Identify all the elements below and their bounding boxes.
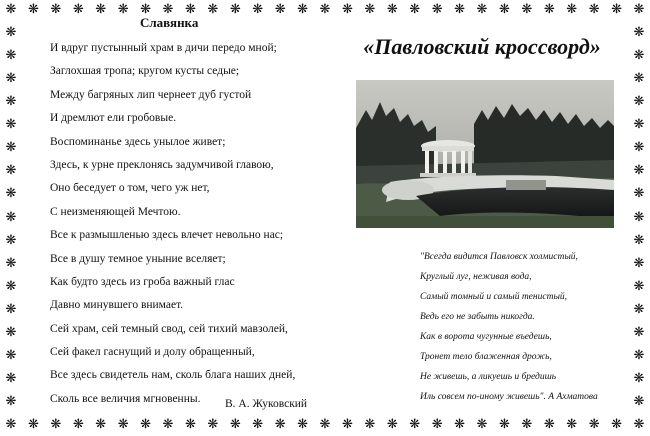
- border-ornament-icon: ❋: [207, 417, 219, 432]
- poem-line: Оно беседует о том, чего уж нет,: [50, 182, 210, 195]
- border-ornament-icon: ❋: [140, 417, 152, 432]
- border-ornament-icon: ❋: [319, 417, 331, 432]
- border-ornament-icon: ❋: [5, 393, 17, 409]
- border-ornament-icon: ❋: [162, 417, 174, 432]
- poem-line: Все к размышленью здесь влечет невольно нас;: [50, 229, 284, 242]
- border-ornament-icon: ❋: [5, 94, 17, 110]
- border-ornament-icon: ❋: [633, 25, 645, 41]
- border-ornament-icon: ❋: [5, 163, 17, 179]
- poem-line: Здесь, к урне преклонясь задумчивой главою,: [50, 158, 274, 171]
- border-ornament-icon: ❋: [5, 324, 17, 340]
- border-ornament-icon: ❋: [476, 417, 488, 432]
- border-ornament-icon: ❋: [566, 2, 578, 17]
- border-ornament-icon: ❋: [633, 117, 645, 133]
- poem-title: Славянка: [140, 15, 199, 30]
- border-ornament-icon: ❋: [543, 417, 555, 432]
- border-ornament-icon: ❋: [498, 417, 510, 432]
- border-ornament-icon: ❋: [117, 2, 129, 17]
- border-ornament-icon: ❋: [588, 417, 600, 432]
- border-ornament-icon: ❋: [5, 232, 17, 248]
- border-ornament-icon: ❋: [27, 417, 39, 432]
- border-ornament-icon: ❋: [95, 2, 107, 17]
- poem-line: Сей храм, сей темный свод, сей тихий мавзолей,: [50, 322, 288, 335]
- border-ornament-icon: ❋: [454, 2, 466, 17]
- poem-text: [50, 37, 295, 411]
- headline: «Павловский кроссворд»: [363, 34, 601, 59]
- border-ornament-icon: ❋: [27, 2, 39, 17]
- border-ornament-icon: ❋: [341, 417, 353, 432]
- border-ornament-icon: ❋: [297, 417, 309, 432]
- border-ornament-icon: ❋: [611, 2, 623, 17]
- border-ornament-icon: ❋: [341, 2, 353, 17]
- border-ornament-icon: ❋: [72, 417, 84, 432]
- border-ornament-icon: ❋: [5, 209, 17, 225]
- poem-line: Все в душу темное уныние вселяет;: [50, 252, 226, 265]
- border-ornament-icon: ❋: [633, 278, 645, 294]
- border-ornament-icon: ❋: [274, 417, 286, 432]
- border-ornament-icon: ❋: [521, 417, 533, 432]
- border-ornament-icon: ❋: [5, 186, 17, 202]
- poem-line: Сколь все величия мгновенны.: [50, 392, 201, 405]
- border-ornament-icon: ❋: [207, 2, 219, 17]
- quote-line: Ведь его не забыть никогда.: [420, 312, 535, 322]
- border-ornament-icon: ❋: [297, 2, 309, 17]
- border-ornament-icon: ❋: [5, 417, 17, 432]
- border-ornament-icon: ❋: [633, 48, 645, 64]
- border-ornament-icon: ❋: [274, 2, 286, 17]
- border-ornament-icon: ❋: [431, 2, 443, 17]
- border-ornament-icon: ❋: [409, 2, 421, 17]
- border-ornament-icon: ❋: [633, 324, 645, 340]
- border-ornament-icon: ❋: [633, 232, 645, 248]
- border-ornament-icon: ❋: [5, 301, 17, 317]
- border-ornament-icon: ❋: [476, 2, 488, 17]
- poem-line: Заглохшая тропа; кругом кусты седые;: [50, 65, 240, 78]
- poem-line: Давно минувшего внимает.: [50, 299, 184, 312]
- border-ornament-icon: ❋: [386, 2, 398, 17]
- quote-line: Иль совсем по-иному живешь". А Ахматова: [420, 392, 598, 402]
- border-ornament-icon: ❋: [521, 2, 533, 17]
- border-ornament-icon: ❋: [50, 2, 62, 17]
- border-ornament-icon: ❋: [454, 417, 466, 432]
- park-pavilion-photo: [356, 80, 614, 228]
- border-ornament-icon: ❋: [5, 48, 17, 64]
- quote-line: Тронет тело блаженная дрожь,: [420, 352, 552, 362]
- border-ornament-icon: ❋: [252, 417, 264, 432]
- border-ornament-icon: ❋: [386, 417, 398, 432]
- poem-line: Как будто здесь из гроба важный глас: [50, 275, 235, 288]
- border-ornament-icon: ❋: [588, 2, 600, 17]
- poem-author: В. А. Жуковский: [225, 398, 308, 410]
- border-ornament-icon: ❋: [184, 417, 196, 432]
- border-ornament-icon: ❋: [5, 370, 17, 386]
- border-ornament-icon: ❋: [5, 2, 17, 17]
- border-ornament-icon: ❋: [633, 347, 645, 363]
- border-ornament-icon: ❋: [566, 417, 578, 432]
- border-ornament-icon: ❋: [498, 2, 510, 17]
- border-ornament-icon: ❋: [252, 2, 264, 17]
- quote-line: Не живешь, а ликуешь и бредишь: [420, 372, 557, 382]
- border-ornament-icon: ❋: [184, 2, 196, 17]
- border-ornament-icon: ❋: [633, 301, 645, 317]
- border-ornament-icon: ❋: [633, 417, 645, 432]
- border-ornament-icon: ❋: [633, 2, 645, 17]
- quote-line: Круглый луг, неживая вода,: [420, 272, 532, 282]
- border-ornament-icon: ❋: [5, 25, 17, 41]
- border-ornament-icon: ❋: [162, 2, 174, 17]
- quote-line: Как в ворота чугунные въедешь,: [420, 332, 552, 342]
- border-ornament-icon: ❋: [5, 117, 17, 133]
- border-ornament-icon: ❋: [633, 370, 645, 386]
- poem-line: Воспоминанье здесь унылое живет;: [50, 135, 226, 148]
- border-ornament-icon: ❋: [5, 140, 17, 156]
- border-ornament-icon: ❋: [633, 163, 645, 179]
- border-ornament-icon: ❋: [229, 2, 241, 17]
- border-ornament-icon: ❋: [117, 417, 129, 432]
- poem-line: И дремлют ели гробовые.: [50, 112, 177, 125]
- poem-line: Все здесь свидетель нам, сколь блага наших дней,: [50, 369, 296, 382]
- border-ornament-icon: ❋: [364, 2, 376, 17]
- border-ornament-icon: ❋: [409, 417, 421, 432]
- poem-line: Сей факел гаснущий и долу обращенный,: [50, 346, 255, 359]
- border-ornament-icon: ❋: [633, 209, 645, 225]
- border-ornament-icon: ❋: [72, 2, 84, 17]
- border-ornament-icon: ❋: [229, 417, 241, 432]
- border-ornament-icon: ❋: [633, 186, 645, 202]
- border-ornament-icon: ❋: [364, 417, 376, 432]
- border-ornament-icon: ❋: [633, 255, 645, 271]
- poem-line: И вдруг пустынный храм в дичи передо мной;: [50, 42, 277, 54]
- border-ornament-icon: ❋: [5, 255, 17, 271]
- quote-line: Самый томный и самый тенистый,: [420, 292, 567, 302]
- border-ornament-icon: ❋: [140, 2, 152, 17]
- border-ornament-icon: ❋: [50, 417, 62, 432]
- border-ornament-icon: ❋: [633, 71, 645, 87]
- border-ornament-icon: ❋: [611, 417, 623, 432]
- border-ornament-icon: ❋: [633, 94, 645, 110]
- border-ornament-icon: ❋: [633, 393, 645, 409]
- poem-line: С неизменяющей Мечтою.: [50, 205, 181, 218]
- border-ornament-icon: ❋: [5, 347, 17, 363]
- quote-line: "Всегда видится Павловск холмистый,: [420, 252, 578, 262]
- border-ornament-icon: ❋: [431, 417, 443, 432]
- border-ornament-icon: ❋: [319, 2, 331, 17]
- border-ornament-icon: ❋: [543, 2, 555, 17]
- border-ornament-icon: ❋: [5, 278, 17, 294]
- poem-line: Между багряных лип чернеет дуб густой: [50, 88, 252, 101]
- border-ornament-icon: ❋: [95, 417, 107, 432]
- quote-text: [420, 247, 598, 407]
- border-ornament-icon: ❋: [5, 71, 17, 87]
- border-ornament-icon: ❋: [633, 140, 645, 156]
